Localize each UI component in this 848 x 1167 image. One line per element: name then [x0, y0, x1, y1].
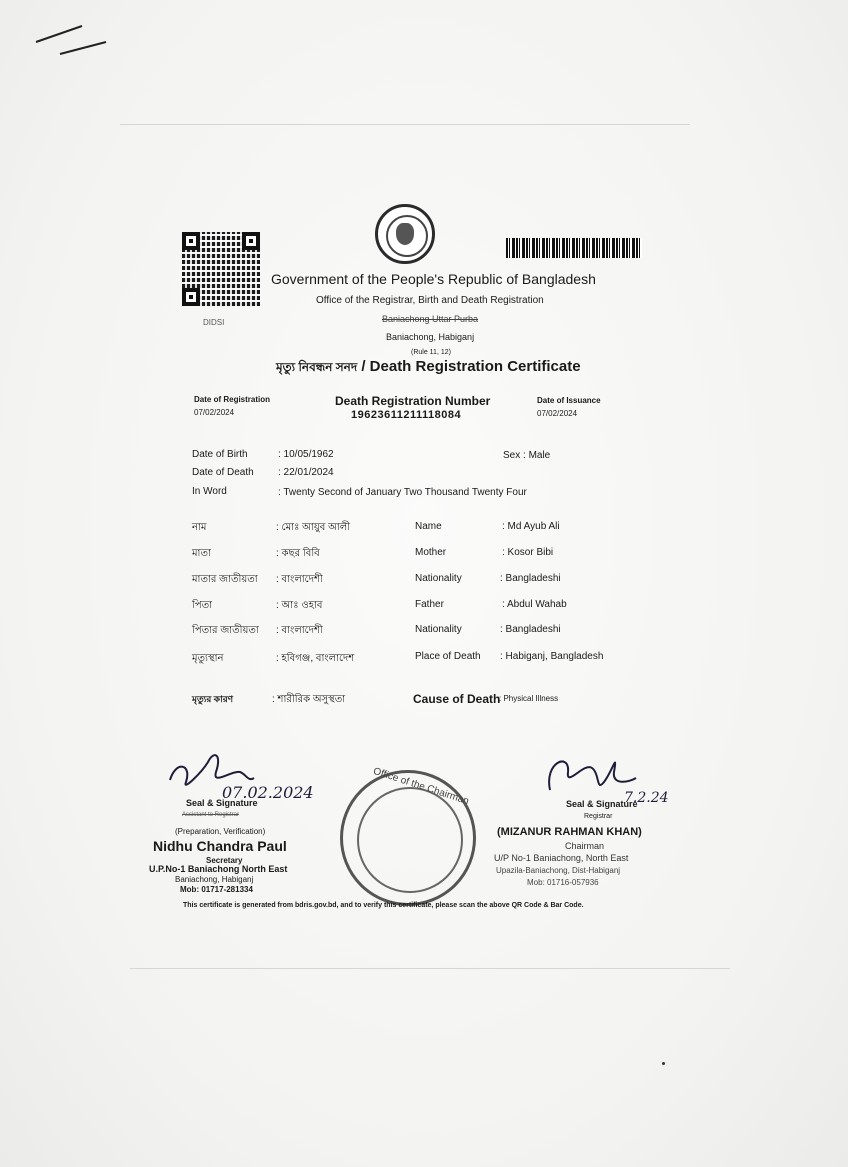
chairman-round-seal [340, 765, 476, 906]
detail-bn-value: : বাংলাদেশী [276, 625, 323, 636]
detail-bn-label: নাম [192, 522, 207, 533]
right-union: U/P No-1 Baniachong, North East [494, 853, 629, 863]
left-place: Baniachong, Habiganj [175, 875, 254, 884]
detail-en-value: : Kosor Bibi [502, 547, 554, 558]
date-of-registration-label: Date of Registration [194, 395, 271, 404]
detail-en-value: : Bangladeshi [500, 624, 561, 635]
detail-en-label: Nationality [415, 573, 462, 584]
left-title: Secretary [206, 856, 243, 865]
registration-number: 19623611211118084 [351, 409, 462, 421]
detail-bn-label: পিতা [192, 600, 213, 611]
government-title: Government of the People's Republic of Bangladesh [271, 271, 596, 287]
left-role-line: Assistant to Registrar [182, 812, 240, 818]
fold-line [130, 968, 730, 969]
date-of-registration: 07/02/2024 [194, 408, 235, 417]
left-seal-label: Seal & Signature [186, 798, 258, 808]
detail-en-label: Mother [415, 547, 447, 558]
title-separator: / [357, 358, 370, 375]
detail-en-label: Place of Death [415, 651, 481, 662]
rule-reference: (Rule 11, 12) [411, 349, 451, 356]
right-signature-date: 7.2.24 [624, 790, 669, 806]
detail-bn-label: মাতা [192, 548, 211, 559]
detail-bn-value: : হবিগঞ্জ, বাংলাদেশ [276, 653, 355, 664]
detail-bn-value: : বাংলাদেশী [276, 574, 323, 585]
detail-bn-label: মৃত্যুস্থান [192, 653, 224, 664]
detail-en-label: Name [415, 521, 442, 532]
detail-en-label: Nationality [415, 624, 462, 635]
qr-code[interactable] [182, 232, 260, 306]
pen-mark [34, 22, 110, 56]
right-name: (MIZANUR RAHMAN KHAN) [497, 826, 642, 838]
dod-value: : 22/01/2024 [278, 467, 334, 478]
right-seal-label: Seal & Signature [566, 799, 638, 809]
detail-bn-label: পিতার জাতীয়তা [192, 625, 259, 636]
cause-bn-label: মৃত্যুর কারণ [192, 694, 234, 704]
detail-en-value: : Habiganj, Bangladesh [500, 651, 604, 662]
fold-line [120, 124, 690, 125]
detail-en-value: : Bangladeshi [500, 573, 561, 584]
cause-en-label: Cause of Death [413, 692, 501, 706]
detail-en-label: Father [415, 599, 444, 610]
detail-bn-value: : কছর বিবি [276, 548, 320, 559]
in-word-label: In Word [192, 486, 227, 497]
right-title: Chairman [565, 841, 605, 851]
left-purpose: (Preparation, Verification) [175, 827, 266, 836]
registration-number-label: Death Registration Number [335, 394, 491, 408]
government-emblem [375, 204, 435, 264]
date-of-issuance: 07/02/2024 [537, 409, 578, 418]
certificate-title [276, 358, 581, 379]
barcode[interactable] [506, 238, 642, 258]
left-mobile: Mob: 01717-281334 [180, 885, 253, 894]
round-seal-text: Office of the Chairman [371, 765, 471, 808]
right-place: Upazila-Baniachong, Dist-Habiganj [496, 866, 621, 875]
detail-en-value: : Abdul Wahab [502, 599, 567, 610]
footer-note: This certificate is generated from bdris.gov.bd, and to verify this certificate, please scan the above QR Code & Bar Code. [183, 902, 584, 909]
location: Baniachong, Habiganj [386, 332, 475, 342]
right-role: Registrar [584, 813, 613, 820]
detail-bn-value: : আঃ ওহাব [276, 600, 323, 611]
left-handwritten-signature [162, 742, 314, 802]
right-mobile: Mob: 01716-057936 [527, 878, 599, 887]
left-union: U.P.No-1 Baniachong North East [149, 864, 288, 874]
office-title: Office of the Registrar, Birth and Death Registration [316, 295, 544, 306]
dob-value: : 10/05/1962 [278, 449, 334, 460]
qr-caption: DIDSI [203, 318, 225, 327]
dob-label: Date of Birth [192, 449, 248, 460]
certificate-title-en: Death Registration Certificate [369, 358, 581, 375]
cause-en-value: : Physical Illness [499, 694, 559, 703]
certificate-title-bn: মৃত্যু নিবন্ধন সনদ [276, 360, 358, 374]
left-name: Nidhu Chandra Paul [153, 838, 287, 854]
dod-label: Date of Death [192, 467, 254, 478]
sex-value: Sex : Male [503, 450, 551, 461]
date-of-issuance-label: Date of Issuance [537, 396, 601, 405]
left-signature-date: 07.02.2024 [222, 783, 314, 802]
in-word-value: : Twenty Second of January Two Thousand Twenty Four [278, 487, 527, 498]
speck [662, 1062, 665, 1065]
cause-bn-value: : শারীরিক অসুস্থতা [272, 694, 346, 705]
detail-en-value: : Md Ayub Ali [502, 521, 560, 532]
detail-bn-value: : মোঃ আয়ুব আলী [276, 522, 351, 533]
detail-bn-label: মাতার জাতীয়তা [192, 574, 258, 585]
union-name: Baniachong Uttar Purba [382, 314, 479, 324]
